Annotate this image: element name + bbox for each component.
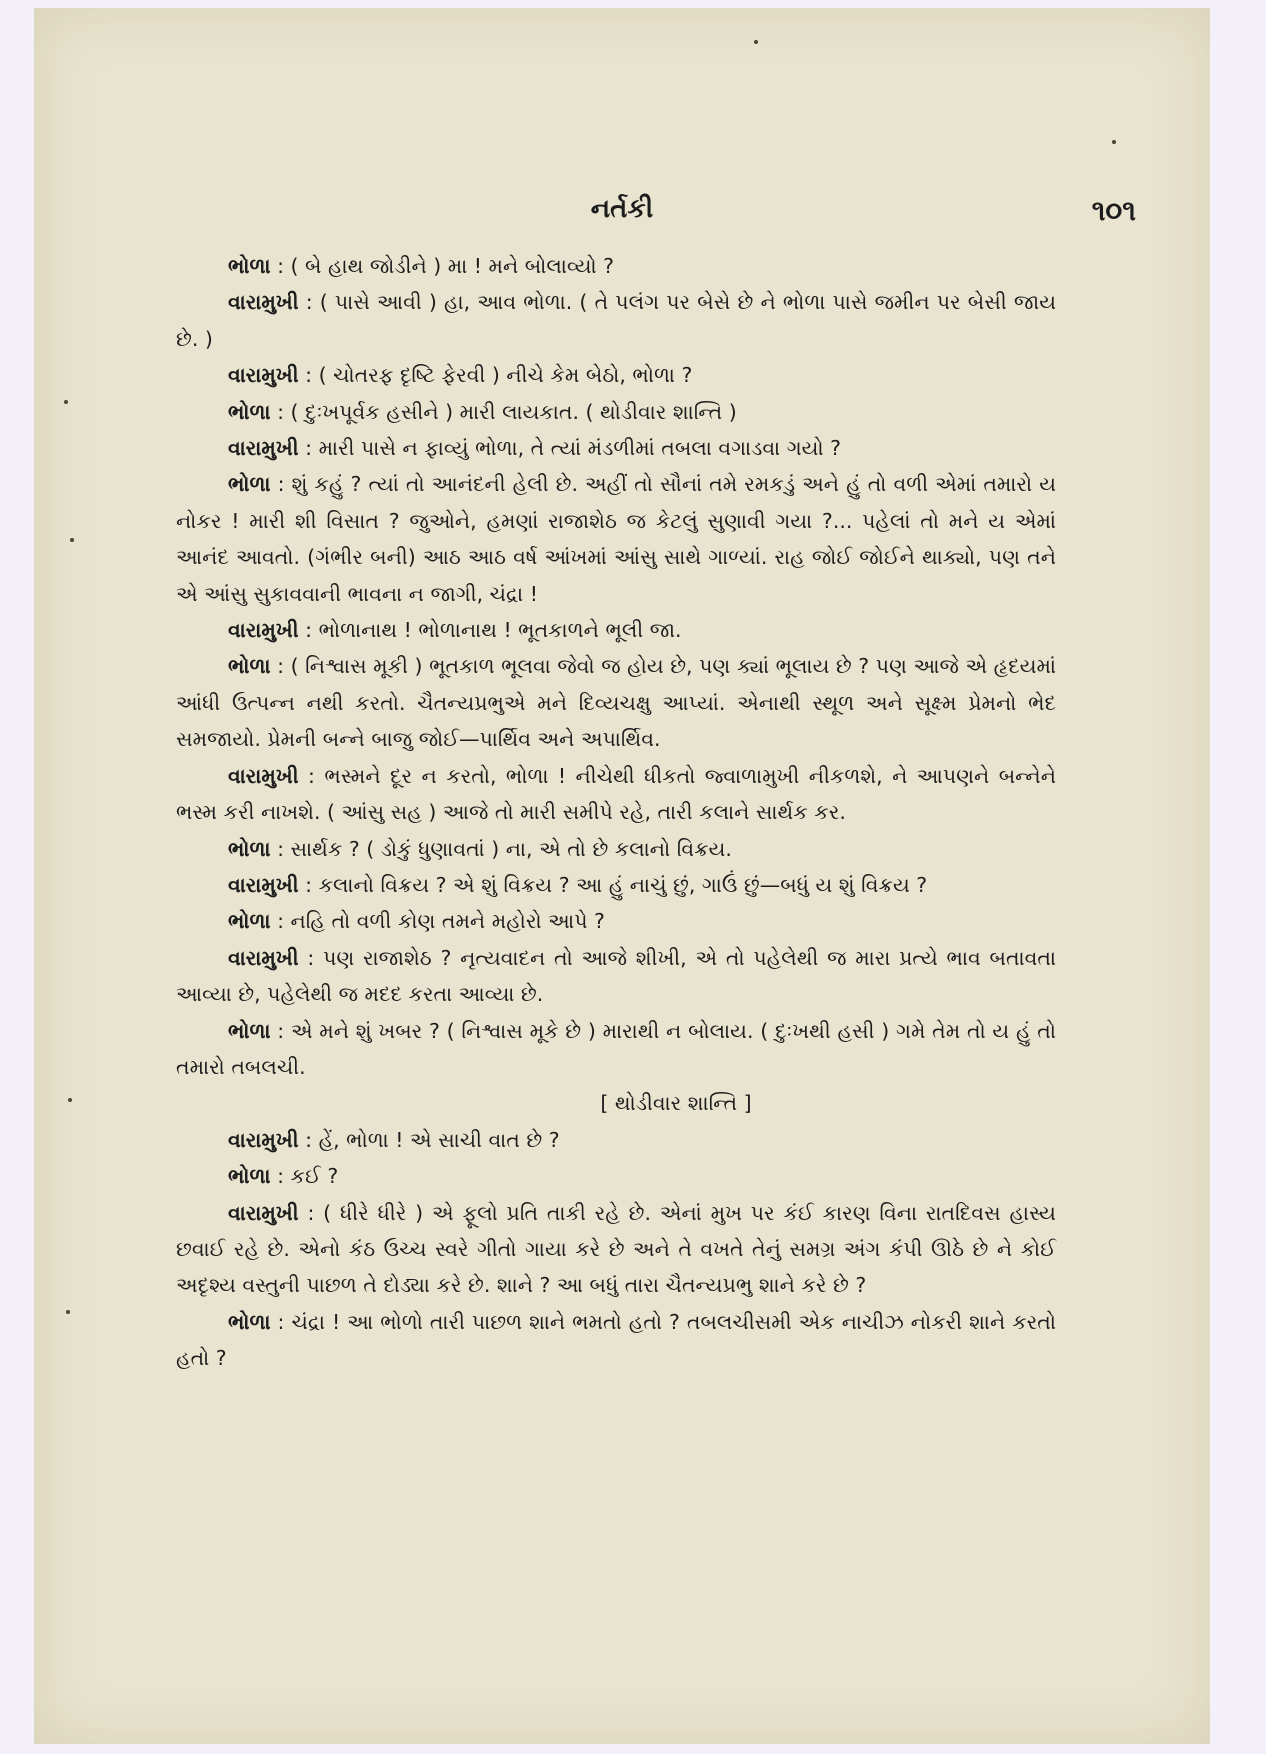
speaker-name: ભોળા <box>228 472 271 497</box>
speaker-name: વારામુખી <box>228 363 299 388</box>
dialogue-text: : પણ રાજાશેઠ ? નૃત્યવાદન તો આજે શીખી, એ તો પહેલેથી જ મારા પ્રત્યે ભાવ બતાવતા આવ્યા છે, પહેલેથી જ મદદ કરતા આવ્યા છે. <box>176 945 1056 1007</box>
paper-speck <box>68 1098 72 1102</box>
stage-direction: [ થોડીવાર શાન્તિ ] <box>600 1091 752 1116</box>
speaker-name: ભોળા <box>228 254 271 278</box>
dialogue-line <box>176 430 1056 466</box>
dialogue-body <box>176 248 1056 1377</box>
speaker-name: ભોળા <box>228 399 271 424</box>
dialogue-text: : ( પાસે આવી ) હા, આવ ભોળા. ( તે પલંગ પર બેસે છે ને ભોળા પાસે જમીન પર બેસી જાય છે. ) <box>176 290 1056 351</box>
dialogue-text: : ( બે હાથ જોડીને ) મા ! મને બોલાવ્યો ? <box>277 254 615 278</box>
dialogue-line <box>176 1195 1056 1304</box>
speaker-name: ભોળા <box>228 1018 271 1043</box>
dialogue-text: : કલાનો વિક્રય ? એ શું વિક્રય ? આ હું નાચું છું, ગાઉં છું—બધું ય શું વિક્રય ? <box>305 872 928 897</box>
dialogue-text: : સાર્થક ? ( ડોકું ધુણાવતાં ) ના, એ તો છે કલાનો વિક્રય. <box>277 836 732 861</box>
speaker-name: વારામુખી <box>228 1200 299 1225</box>
dialogue-text: : ( નિશ્વાસ મૂકી ) ભૂતકાળ ભૂલવા જેવો જ હોય છે, પણ ક્યાં ભૂલાય છે ? પણ આજે એ હૃદયમાં આંધી ઉત્પન્ન નથી કરતો. ચૈતન્યપ્રભુએ મને દિવ્યચક્ષુ આપ્યાં. એનાથી સ્થૂળ અને સૂક્ષ્મ પ્રેમનો ભેદ સમજાયો. પ્રેમની બન્ને બાજુ જોઈ—પાર્થિવ અને અપાર્થિવ. <box>176 654 1056 752</box>
dialogue-text: : ચંદ્રા ! આ ભોળો તારી પાછળ શાને ભમતો હતો ? તબલચીસમી એક નાચીઝ નોકરી શાને કરતો હતો ? <box>176 1309 1056 1371</box>
speaker-name: ભોળા <box>228 1164 271 1189</box>
dialogue-line <box>176 1304 1056 1377</box>
dialogue-text: : ( ધીરે ધીરે ) એ ફૂલો પ્રતિ તાકી રહે છે. એનાં મુખ પર કંઈ કારણ વિના રાતદિવસ હાસ્ય છવાઈ રહે છે. એનો કંઠ ઉચ્ચ સ્વરે ગીતો ગાયા કરે છે અને તે વખતે તેનું સમગ્ર અંગ કંપી ઊઠે છે ને કોઈ અદૃશ્ય વસ્તુની પાછળ તે દોડ્યા કરે છે. શાને ? આ બધું તારા ચૈતન્યપ્રભુ શાને કરે છે ? <box>176 1200 1056 1298</box>
dialogue-line <box>176 1013 1056 1086</box>
speaker-name: વારામુખી <box>228 945 299 970</box>
dialogue-line <box>176 903 1056 939</box>
dialogue-line <box>176 940 1056 1013</box>
speaker-name: વારામુખી <box>228 763 299 788</box>
speaker-name: વારામુખી <box>228 872 299 897</box>
running-title: નર્તકી <box>590 194 654 224</box>
dialogue-text: : કઈ ? <box>277 1164 339 1189</box>
paper-speck <box>70 538 74 542</box>
speaker-name: ભોળા <box>228 654 271 679</box>
dialogue-line <box>176 284 1056 357</box>
page-header <box>34 194 1210 238</box>
dialogue-line <box>176 1122 1056 1158</box>
speaker-name: ભોળા <box>228 836 271 861</box>
speaker-name: વારામુખી <box>228 436 299 461</box>
dialogue-text: : ભસ્મને દૂર ન કરતો, ભોળા ! નીચેથી ધીકતો જ્વાળામુખી નીકળશે, ને આપણને બન્નેને ભસ્મ કરી નાખશે. ( આંસુ સહ ) આજે તો મારી સમીપે રહે, તારી કલાને સાર્થક કર. <box>176 763 1056 825</box>
speaker-name: વારામુખી <box>228 618 299 643</box>
dialogue-text: : ભોળાનાથ ! ભોળાનાથ ! ભૂતકાળને ભૂલી જા. <box>305 618 682 643</box>
dialogue-line <box>176 831 1056 867</box>
dialogue-line <box>176 867 1056 903</box>
speaker-name: ભોળા <box>228 1309 271 1334</box>
dialogue-line <box>176 357 1056 393</box>
dialogue-text: : શું કહું ? ત્યાં તો આનંદની હેલી છે. અહીં તો સૌનાં તમે રમકડું અને હું તો વળી એમાં તમારો ય નોકર ! મારી શી વિસાત ? જુઓને, હમણાં રાજાશેઠ જ કેટલું સુણાવી ગયા ?... પહેલાં તો મને ય એમાં આનંદ આવતો. (ગંભીર બની) આઠ આઠ વર્ષ આંખમાં આંસુ સાથે ગાળ્યાં. રાહ જોઈ જોઈને થાક્યો, પણ તને એ આંસુ સુકાવવાની ભાવના ન જાગી, ચંદ્રા ! <box>176 472 1056 606</box>
paper-speck <box>66 1310 70 1314</box>
speaker-name: વારામુખી <box>228 1127 299 1152</box>
dialogue-text: : નહિ તો વળી કોણ તમને મહોરો આપે ? <box>277 909 605 934</box>
dialogue-text: : ( દુઃખપૂર્વક હસીને ) મારી લાયકાત. ( થોડીવાર શાન્તિ ) <box>277 399 737 424</box>
dialogue-line <box>176 648 1056 757</box>
dialogue-line <box>176 758 1056 831</box>
dialogue-line <box>176 466 1056 612</box>
dialogue-line <box>176 1158 1056 1194</box>
dialogue-line <box>176 248 1056 284</box>
page-number: ૧૦૧ <box>1091 194 1136 227</box>
paper-speck <box>64 400 68 404</box>
speaker-name: વારામુખી <box>228 290 299 315</box>
paper-speck <box>754 40 758 44</box>
dialogue-text: : હેં, ભોળા ! એ સાચી વાત છે ? <box>305 1127 560 1152</box>
dialogue-text: : એ મને શું ખબર ? ( નિશ્વાસ મૂકે છે ) મારાથી ન બોલાય. ( દુઃખથી હસી ) ગમે તેમ તો ય હું તો તમારો તબલચી. <box>176 1018 1056 1079</box>
dialogue-text: : મારી પાસે ન ફાવ્યું ભોળા, તે ત્યાં મંડળીમાં તબલા વગાડવા ગયો ? <box>305 436 841 461</box>
speaker-name: ભોળા <box>228 909 271 934</box>
dialogue-text: : ( ચોતરફ દૃષ્ટિ ફેરવી ) નીચે કેમ બેઠો, ભોળા ? <box>305 363 693 388</box>
paper-speck <box>1112 140 1116 144</box>
dialogue-line <box>176 612 1056 648</box>
dialogue-line <box>176 394 1056 430</box>
